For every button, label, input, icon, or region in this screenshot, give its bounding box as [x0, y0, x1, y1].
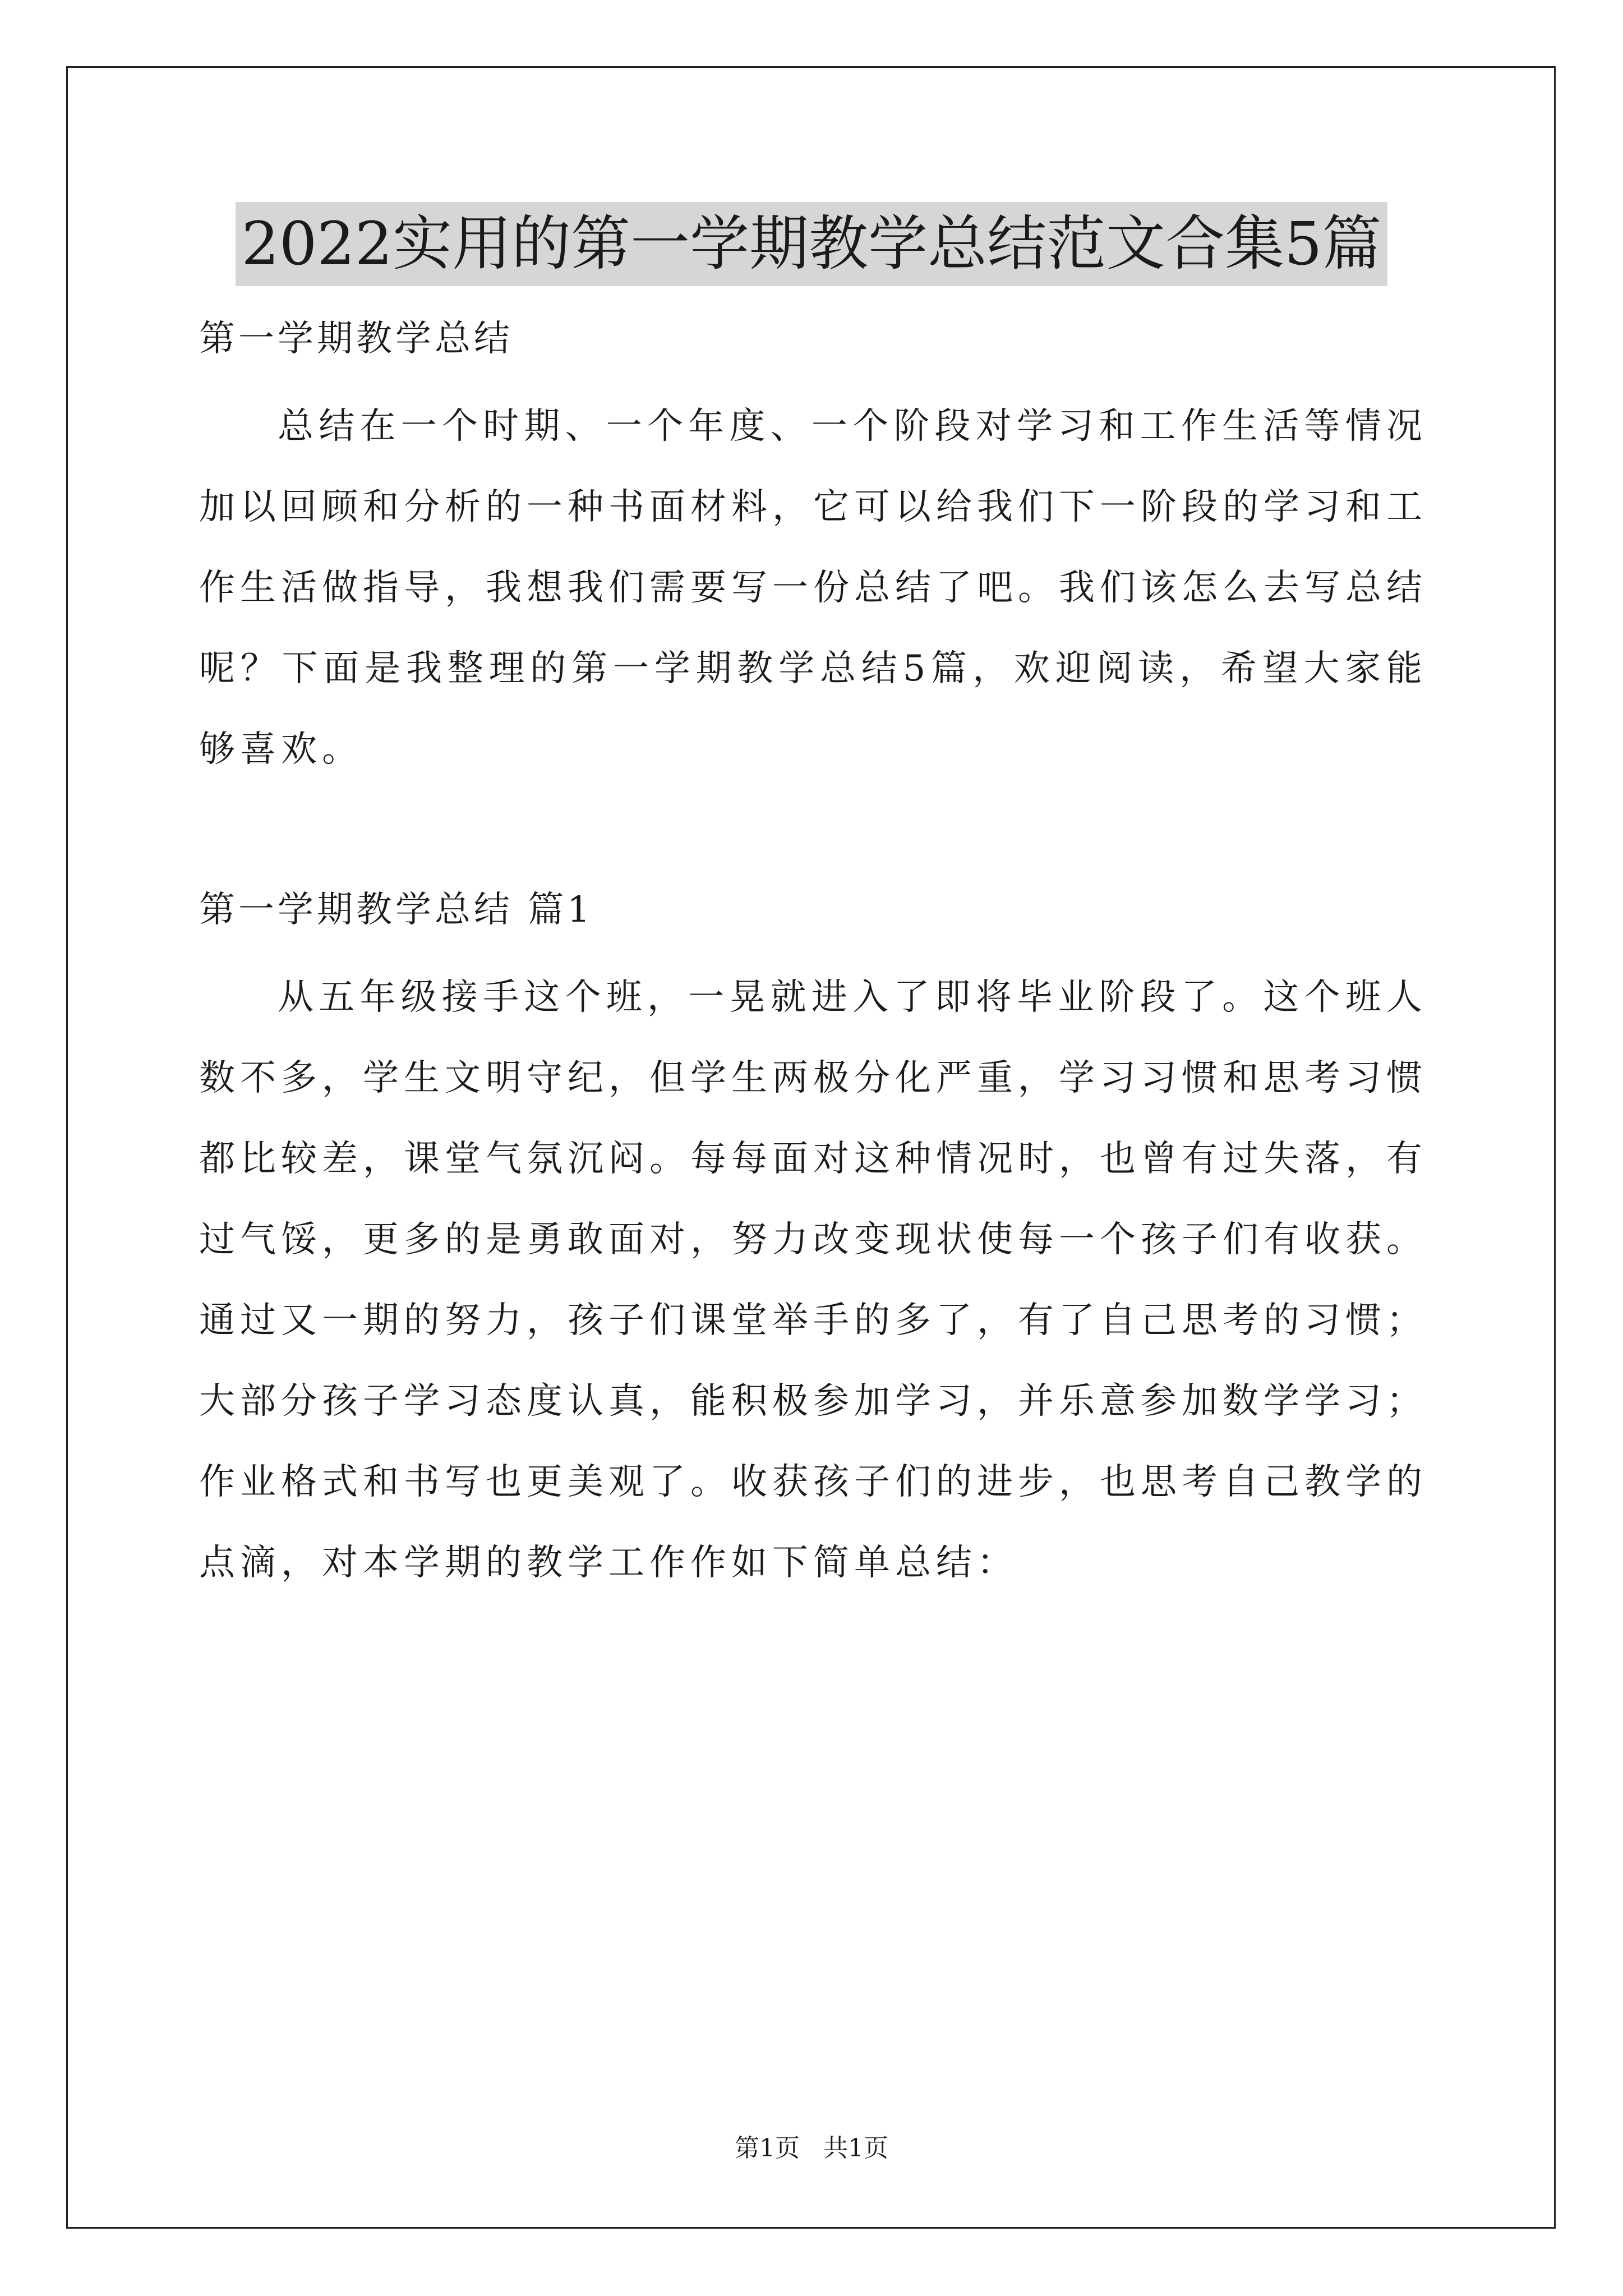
paragraph-spacer [199, 790, 1427, 874]
title-container [0, 202, 1623, 286]
article-paragraph: 从五年级接手这个班，一晃就进入了即将毕业阶段了。这个班人数不多，学生文明守纪，但学生两极分化严重，学习习惯和思考习惯都比较差，课堂气氛沉闷。每每面对这种情况时，也曾有过失落，有过气馁，更多的是勇敢面对，努力改变现状使每一个孩子们有收获。通过又一期的努力，孩子们课堂举手的多了，有了自己思考的习惯；大部分孩子学习态度认真，能积极参加学习，并乐意参加数学学习；作业格式和书写也更美观了。收获孩子们的进步，也思考自己教学的点滴，对本学期的教学工作作如下简单总结： [199, 977, 1427, 1584]
document-title: 2022实用的第一学期教学总结范文合集5篇 [236, 202, 1387, 286]
section-heading: 第一学期教学总结 [199, 318, 513, 360]
intro-paragraph: 总结在一个时期、一个年度、一个阶段对学习和工作生活等情况加以回顾和分析的一种书面材料，它可以给我们下一阶段的学习和工作生活做指导，我想我们需要写一份总结了吧。我们该怎么去写总结呢？下面是我整理的第一学期教学总结5篇，欢迎阅读，希望大家能够喜欢。 [199, 406, 1427, 770]
document-body [199, 303, 1427, 1603]
article-heading: 第一学期教学总结 篇1 [199, 889, 594, 931]
page-footer: 第1页 共1页 [735, 2134, 888, 2162]
